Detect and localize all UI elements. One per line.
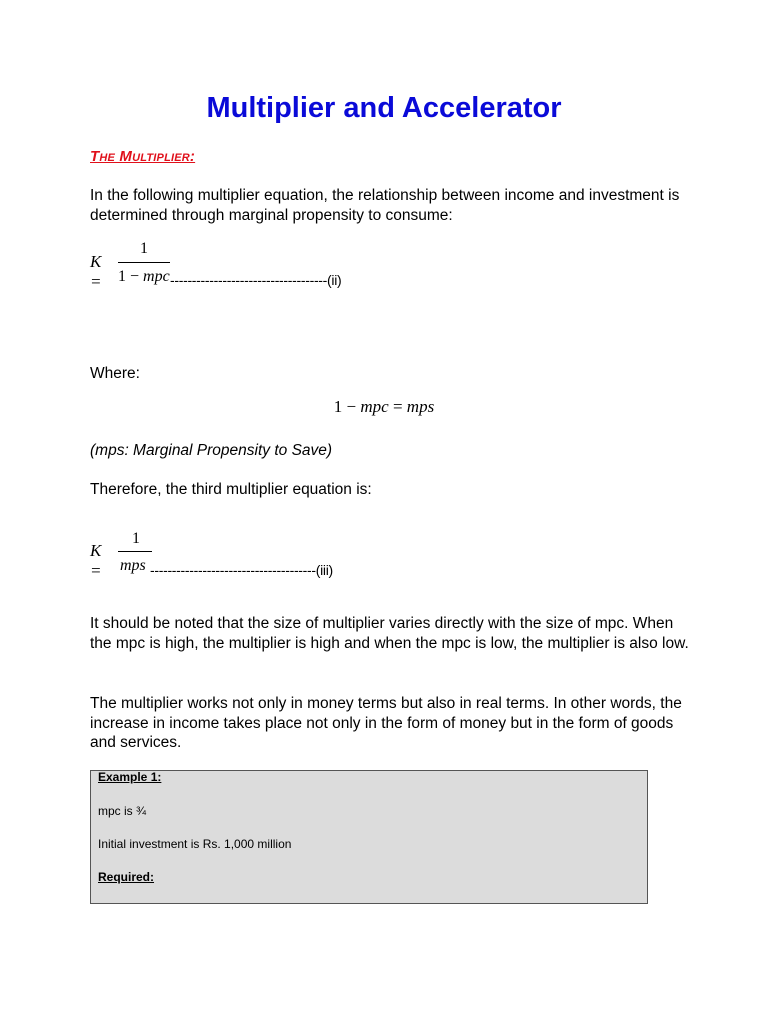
equation-ii-denominator (118, 268, 170, 286)
equation-iii-lhs: K = (90, 541, 102, 580)
equation-iii-fraction-bar (118, 551, 152, 552)
equation-ii-reference: ------------------------------------(ii) (170, 272, 342, 288)
equation-ii-denominator-prefix: 1 − (118, 268, 140, 285)
example-line-investment: Initial investment is Rs. 1,000 million (98, 837, 292, 851)
equation-ii-numerator: 1 (140, 240, 148, 257)
page-title: Multiplier and Accelerator (206, 92, 562, 124)
example-required-label: Required: (98, 870, 155, 884)
equation-ii-lhs: K = (90, 252, 102, 291)
identity-equals: = (392, 397, 403, 416)
equation-iii-denominator (120, 557, 146, 575)
section-heading-multiplier: The Multiplier: (90, 148, 196, 165)
therefore-paragraph: Therefore, the third multiplier equation is: (90, 481, 372, 498)
identity-term-mpc: mpc (360, 397, 389, 416)
equation-iii-denominator-term: mps (120, 557, 146, 574)
identity-prefix: 1 − (333, 397, 357, 416)
example-title: Example 1: (98, 770, 162, 784)
equation-ii-fraction-bar (118, 262, 170, 263)
mps-note: (mps: Marginal Propensity to Save) (90, 442, 333, 459)
equation-iii-numerator: 1 (132, 530, 140, 547)
identity-term-mps: mps (406, 397, 435, 416)
real-terms-paragraph: The multiplier works not only in money terms but also in real terms. In other words, the increase in income takes place not only in the form of money but in the form of goods and services. (90, 695, 682, 751)
identity-equation (0, 397, 768, 417)
example-box (90, 770, 648, 904)
equation-iii-reference: --------------------------------------(iii) (150, 562, 333, 578)
example-line-mpc: mpc is ¾ (98, 804, 147, 818)
where-label: Where: (90, 365, 140, 382)
intro-paragraph: In the following multiplier equation, the relationship between income and investment is determined through marginal propensity to consume: (90, 187, 680, 224)
equation-ii-denominator-term: mpc (143, 268, 170, 285)
multiplier-size-paragraph: It should be noted that the size of multiplier varies directly with the size of mpc. When the mpc is high, the multiplier is high and when the mpc is low, the multiplier is also low. (90, 615, 689, 652)
